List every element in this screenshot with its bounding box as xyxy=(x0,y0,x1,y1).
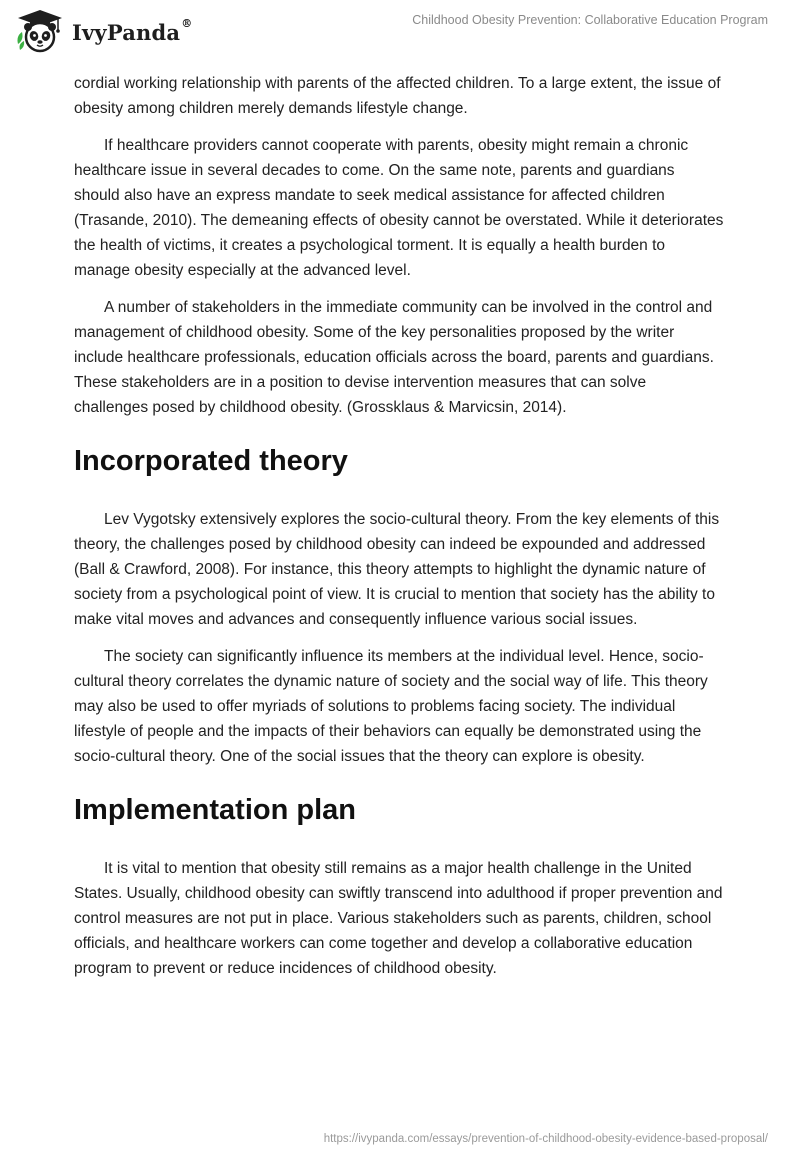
document-title: Childhood Obesity Prevention: Collaborative Education Program xyxy=(412,13,768,27)
essay-content xyxy=(74,71,724,993)
paragraph: If healthcare providers cannot cooperate with parents, obesity might remain a chronic healthcare issue in several decades to come. On the same note, parents and guardians should also have an express mandate to seek medical assistance for affected children (Trasande, 2010). The demeaning effects of obesity cannot be overstated. While it deteriorates the health of victims, it creates a psychological torment. It is equally a health burden to manage obesity especially at the advanced level. xyxy=(74,137,724,279)
paragraph: cordial working relationship with parents of the affected children. To a large extent, the issue of obesity among children merely demands lifestyle change. xyxy=(74,75,721,117)
source-url-link[interactable]: https://ivypanda.com/essays/prevention-of-childhood-obesity-evidence-based-proposal/ xyxy=(323,1133,768,1145)
brand-logo[interactable] xyxy=(14,8,192,54)
page-header xyxy=(0,0,800,60)
paragraph: A number of stakeholders in the immediate community can be involved in the control and management of childhood obesity. Some of the key personalities proposed by the writer include healthcare professionals, education officials across the board, parents and guardians. These stakeholders are in a position to devise intervention measures that can solve challenges posed by childhood obesity. (Grossklaus & Marvicsin, 2014). xyxy=(74,299,714,416)
paragraph: The society can significantly influence its members at the individual level. Hence, socio-cultural theory correlates the dynamic nature of society and the social way of life. This theory may also be used to offer myriads of solutions to problems facing society. The individual lifestyle of people and the impacts of their behaviors can equally be demonstrated using the socio-cultural theory. One of the social issues that the theory can explore is obesity. xyxy=(74,648,708,765)
paragraph: Lev Vygotsky extensively explores the socio-cultural theory. From the key elements of this theory, the challenges posed by childhood obesity can indeed be expounded and addressed (Ball & Crawford, 2008). For instance, this theory attempts to highlight the dynamic nature of society from a psychological point of view. It is crucial to mention that society has the ability to make vital moves and advances and consequently influence various social issues. xyxy=(74,511,720,628)
paragraph: It is vital to mention that obesity still remains as a major health challenge in the United States. Usually, childhood obesity can swiftly transcend into adulthood if proper prevention and control measures are not put in place. Various stakeholders such as parents, children, school officials, and healthcare workers can come together and develop a collaborative education program to prevent or reduce incidences of childhood obesity. xyxy=(74,860,723,977)
section-heading-implementation-plan: Implementation plan xyxy=(74,794,356,826)
panda-graduate-icon xyxy=(14,8,66,54)
section-heading-incorporated-theory: Incorporated theory xyxy=(74,445,348,477)
brand-name: IvyPanda® xyxy=(72,16,193,45)
brand-registered-mark: ® xyxy=(181,16,193,30)
